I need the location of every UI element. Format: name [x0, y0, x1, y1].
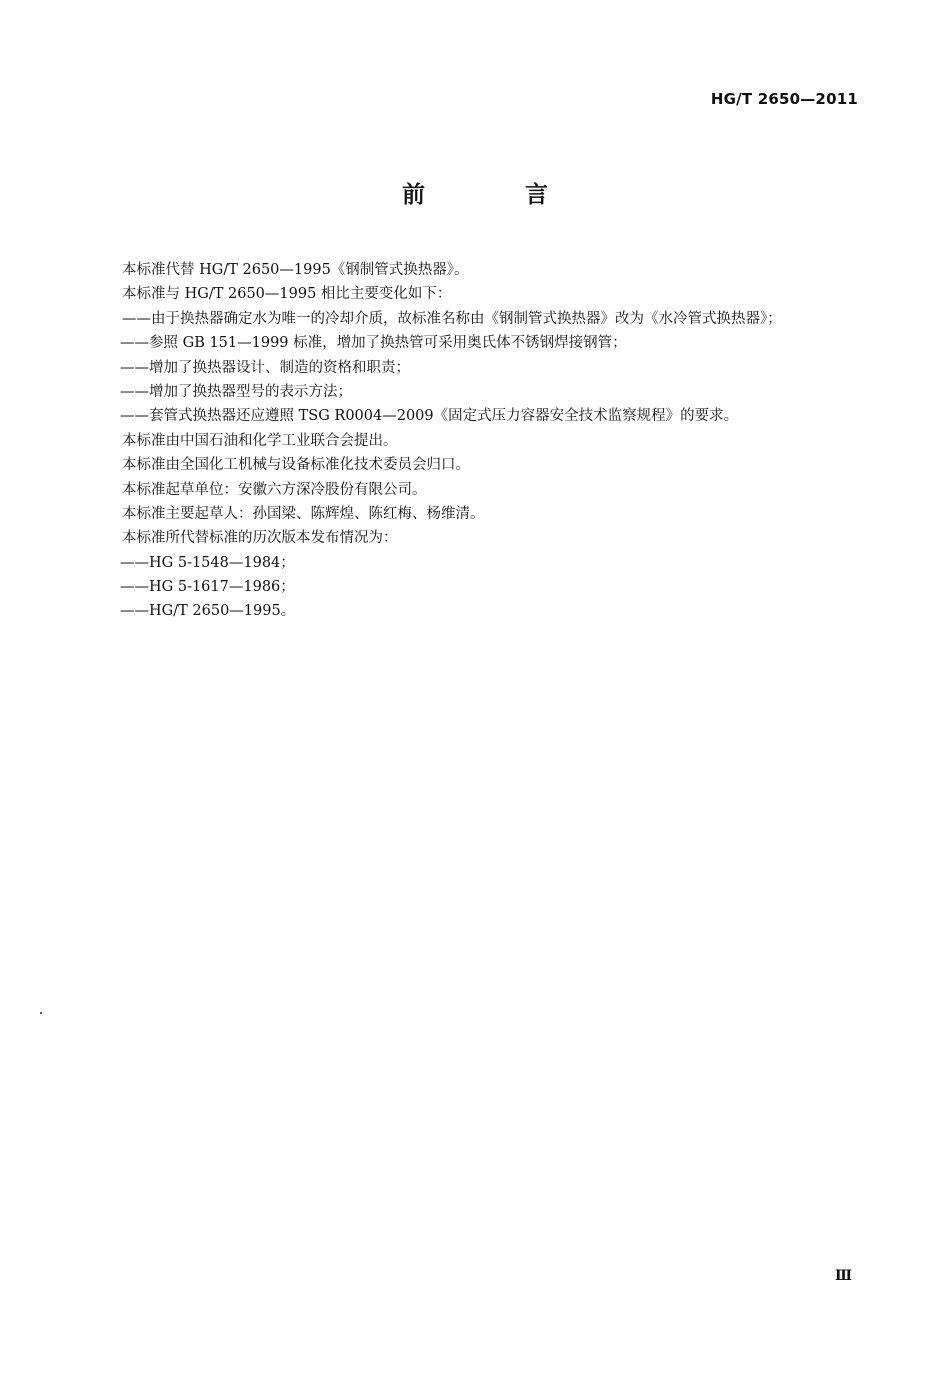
stray-mark — [40, 1012, 42, 1014]
change-item-model: ——增加了换热器型号的表示方法； — [120, 383, 352, 400]
paragraph-drafters: 本标准主要起草人：孙国梁、陈辉煌、陈红梅、杨维清。 — [122, 505, 485, 522]
change-item-qualification: ——增加了换热器设计、制造的资格和职责； — [120, 359, 410, 376]
paragraph-history-intro: 本标准所代替标准的历次版本发布情况为： — [122, 530, 398, 547]
history-item-1984: ——HG 5-1548—1984； — [120, 554, 295, 571]
change-item-tsg: ——套管式换热器还应遵照 TSG R0004—2009《固定式压力容器安全技术监察规程》的要求。 — [120, 408, 739, 425]
page-title: 前 言 — [401, 182, 594, 208]
page-number: Ⅲ — [834, 1268, 852, 1284]
change-item-name: ——由于换热器确定水为唯一的冷却介质，故标准名称由《钢制管式换热器》改为《水冷管式换热器》； — [122, 310, 782, 327]
foreword-body — [88, 258, 863, 624]
history-item-1986: ——HG 5-1617—1986； — [120, 579, 295, 596]
paragraph-changes-intro: 本标准与 HG/T 2650—1995 相比主要变化如下： — [122, 286, 452, 303]
paragraph-replaces: 本标准代替 HG/T 2650—1995《钢制管式换热器》。 — [122, 262, 469, 278]
paragraph-proposed-by: 本标准由中国石油和化学工业联合会提出。 — [122, 432, 398, 449]
change-item-tubes: ——参照 GB 151—1999 标准，增加了换热管可采用奥氏体不锈钢焊接钢管； — [120, 335, 627, 352]
standard-code: HG/T 2650—2011 — [710, 90, 858, 108]
history-item-1995: ——HG/T 2650—1995。 — [120, 603, 296, 620]
paragraph-centralized-by: 本标准由全国化工机械与设备标准化技术委员会归口。 — [122, 457, 470, 474]
paragraph-drafting-unit: 本标准起草单位：安徽六方深冷股份有限公司。 — [122, 481, 427, 498]
